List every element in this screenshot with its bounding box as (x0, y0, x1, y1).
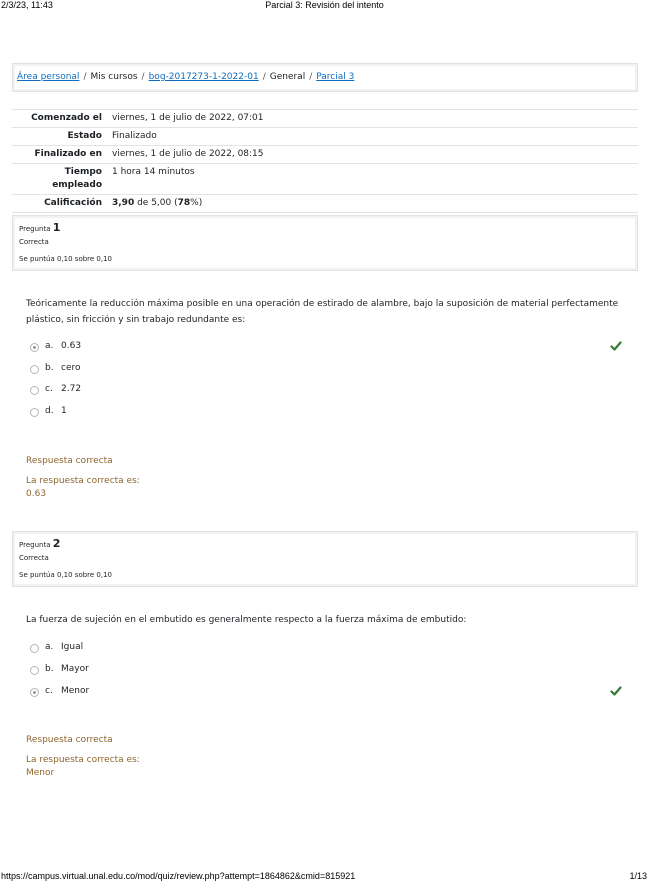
started-label: Comenzado el (31, 113, 102, 123)
attempt-summary-table (12, 109, 638, 213)
radio-button[interactable] (30, 343, 39, 352)
print-url: https://campus.virtual.unal.edu.co/mod/quiz/review.php?attempt=1864862&cmid=815921 (1, 871, 356, 881)
option-text: cero (61, 363, 81, 373)
breadcrumb-separator: / (141, 72, 145, 82)
radio-button[interactable] (30, 644, 39, 653)
grade-close: %) (190, 198, 203, 208)
question-2-option-b[interactable] (30, 663, 626, 679)
question-2-info (12, 531, 638, 587)
completed-value: viernes, 1 de julio de 2022, 08:15 (112, 149, 264, 159)
grade-label: Calificación (44, 198, 102, 208)
page-counter: 1/13 (629, 871, 647, 881)
option-text: 1 (61, 406, 67, 416)
question-1-option-d[interactable] (30, 405, 626, 421)
option-letter: a. (45, 341, 54, 351)
summary-row-completed (12, 146, 638, 164)
option-text: Mayor (61, 664, 89, 674)
print-header (0, 0, 649, 12)
question-2-option-a[interactable] (30, 641, 626, 657)
option-text: Igual (61, 642, 84, 652)
question-1-right-answer-label: La respuesta correcta es: (26, 476, 140, 486)
option-text: 2.72 (61, 384, 82, 394)
check-icon (610, 685, 622, 697)
question-grade: Se puntúa 0,10 sobre 0,10 (19, 255, 113, 263)
print-footer (0, 871, 649, 883)
time-taken-label (12, 164, 108, 195)
question-prefix: Pregunta (19, 225, 51, 233)
question-2-option-c[interactable] (30, 685, 626, 701)
question-number (19, 537, 637, 551)
print-date: 2/3/23, 11:43 (1, 0, 53, 10)
option-letter: a. (45, 642, 54, 652)
breadcrumb-separator: / (262, 72, 266, 82)
grade-score: 3,90 (112, 198, 135, 208)
summary-row-time (12, 164, 638, 195)
question-1-text: Teóricamente la reducción máxima posible en una operación de estirado de alambre, bajo la suposición de material perfectamente plástico, sin fricción y sin trabajo redundante es: (26, 299, 619, 325)
breadcrumb-general: General (269, 72, 306, 82)
question-state: Correcta (19, 554, 49, 562)
breadcrumb-course-link[interactable]: bog-2017273-1-2022-01 (148, 72, 259, 82)
summary-row-started (12, 110, 638, 128)
question-1-feedback: Respuesta correcta (26, 456, 113, 466)
question-num: 1 (52, 221, 61, 234)
question-2-feedback: Respuesta correcta (26, 735, 113, 745)
question-2-right-answer: Menor (26, 768, 55, 778)
option-letter: c. (45, 384, 53, 394)
question-1-right-answer: 0.63 (26, 489, 47, 499)
state-value: Finalizado (112, 131, 157, 141)
question-num: 2 (52, 537, 61, 550)
radio-button[interactable] (30, 386, 39, 395)
time-label-line-2: empleado (52, 180, 102, 190)
question-prefix: Pregunta (19, 541, 51, 549)
grade-percent: 78 (177, 198, 191, 208)
time-taken-value: 1 hora 14 minutos (112, 167, 195, 177)
question-2-text: La fuerza de sujeción en el embutido es generalmente respecto a la fuerza máxima de embutido: (26, 615, 467, 625)
state-label: Estado (67, 131, 102, 141)
option-text: 0.63 (61, 341, 82, 351)
grade-of: de 5,00 ( (134, 198, 178, 208)
completed-label: Finalizado en (34, 149, 102, 159)
option-letter: b. (45, 363, 54, 373)
option-letter: c. (45, 686, 53, 696)
question-1-option-b[interactable] (30, 362, 626, 378)
grade-value (108, 195, 638, 213)
breadcrumb (12, 63, 638, 92)
started-value: viernes, 1 de julio de 2022, 07:01 (112, 113, 264, 123)
check-icon (610, 340, 622, 352)
option-letter: d. (45, 406, 54, 416)
question-1-option-c[interactable] (30, 383, 626, 399)
breadcrumb-separator: / (309, 72, 313, 82)
question-grade: Se puntúa 0,10 sobre 0,10 (19, 571, 113, 579)
breadcrumb-dashboard-link[interactable]: Área personal (17, 72, 80, 82)
option-letter: b. (45, 664, 54, 674)
summary-row-grade (12, 195, 638, 213)
time-label-line-1: Tiempo (64, 167, 102, 177)
summary-row-state (12, 128, 638, 146)
radio-button[interactable] (30, 688, 39, 697)
question-number (19, 221, 637, 235)
question-1-info (12, 215, 638, 271)
radio-button[interactable] (30, 365, 39, 374)
question-2-right-answer-label: La respuesta correcta es: (26, 755, 140, 765)
breadcrumb-my-courses: Mis cursos (90, 72, 138, 82)
print-page-title: Parcial 3: Revisión del intento (265, 0, 384, 10)
radio-button[interactable] (30, 408, 39, 417)
breadcrumb-quiz-link[interactable]: Parcial 3 (316, 72, 355, 82)
question-1-option-a[interactable] (30, 340, 626, 356)
option-text: Menor (61, 686, 90, 696)
question-state: Correcta (19, 238, 49, 246)
radio-button[interactable] (30, 666, 39, 675)
breadcrumb-separator: / (83, 72, 87, 82)
